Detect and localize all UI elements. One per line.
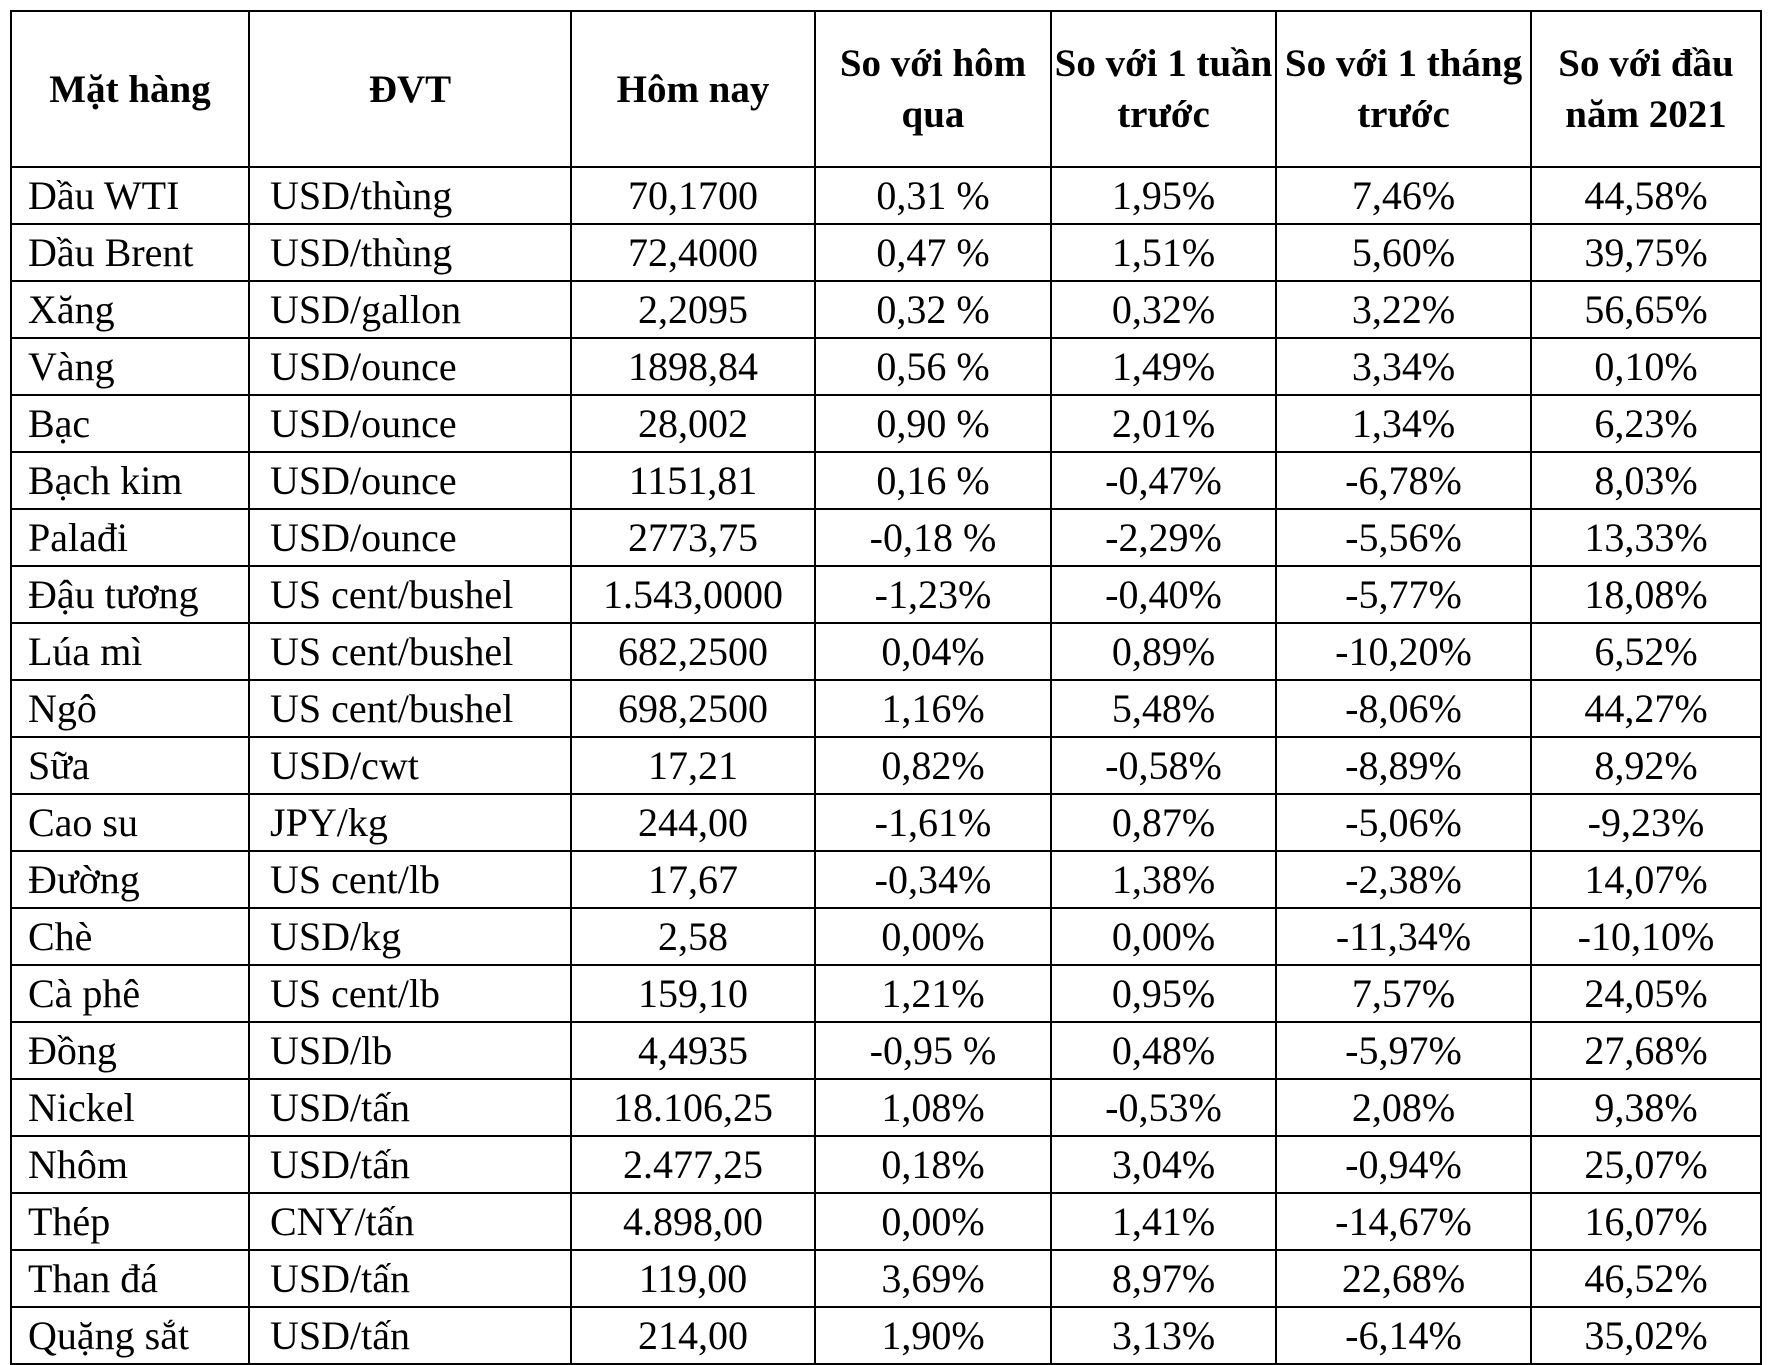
cell-vs-last-month: -5,77% — [1276, 566, 1531, 623]
cell-vs-year-start: 35,02% — [1531, 1307, 1761, 1364]
cell-today: 214,00 — [571, 1307, 815, 1364]
cell-vs-last-week: 0,32% — [1051, 281, 1276, 338]
cell-today: 17,21 — [571, 737, 815, 794]
cell-vs-last-month: -11,34% — [1276, 908, 1531, 965]
cell-commodity: Vàng — [11, 338, 249, 395]
cell-vs-year-start: 44,27% — [1531, 680, 1761, 737]
cell-today: 1151,81 — [571, 452, 815, 509]
cell-vs-yesterday: 0,56 % — [815, 338, 1051, 395]
cell-unit: JPY/kg — [249, 794, 571, 851]
table-row — [11, 566, 1761, 623]
cell-unit: CNY/tấn — [249, 1193, 571, 1250]
cell-unit: USD/ounce — [249, 509, 571, 566]
cell-commodity: Bạch kim — [11, 452, 249, 509]
table-header — [11, 11, 1761, 167]
table-row — [11, 908, 1761, 965]
cell-vs-last-week: 3,13% — [1051, 1307, 1276, 1364]
cell-today: 244,00 — [571, 794, 815, 851]
cell-unit: US cent/bushel — [249, 680, 571, 737]
cell-vs-year-start: 9,38% — [1531, 1079, 1761, 1136]
cell-vs-last-month: 1,34% — [1276, 395, 1531, 452]
cell-vs-last-month: -14,67% — [1276, 1193, 1531, 1250]
cell-unit: USD/ounce — [249, 338, 571, 395]
cell-vs-last-week: 1,95% — [1051, 167, 1276, 224]
table-row — [11, 452, 1761, 509]
cell-today: 119,00 — [571, 1250, 815, 1307]
cell-vs-last-week: 0,95% — [1051, 965, 1276, 1022]
cell-today: 1.543,0000 — [571, 566, 815, 623]
cell-vs-last-month: 3,22% — [1276, 281, 1531, 338]
table-row — [11, 167, 1761, 224]
cell-today: 70,1700 — [571, 167, 815, 224]
table-row — [11, 965, 1761, 1022]
cell-today: 18.106,25 — [571, 1079, 815, 1136]
cell-commodity: Sữa — [11, 737, 249, 794]
table-row — [11, 1136, 1761, 1193]
cell-vs-last-week: 2,01% — [1051, 395, 1276, 452]
cell-commodity: Xăng — [11, 281, 249, 338]
cell-vs-yesterday: 0,32 % — [815, 281, 1051, 338]
cell-commodity: Dầu Brent — [11, 224, 249, 281]
cell-vs-last-week: 0,89% — [1051, 623, 1276, 680]
header-commodity: Mặt hàng — [11, 11, 249, 167]
cell-commodity: Bạc — [11, 395, 249, 452]
cell-vs-year-start: 56,65% — [1531, 281, 1761, 338]
cell-today: 2,2095 — [571, 281, 815, 338]
cell-vs-yesterday: 1,90% — [815, 1307, 1051, 1364]
cell-vs-yesterday: 0,00% — [815, 1193, 1051, 1250]
header-unit: ĐVT — [249, 11, 571, 167]
cell-vs-last-week: 1,38% — [1051, 851, 1276, 908]
cell-vs-year-start: 13,33% — [1531, 509, 1761, 566]
cell-unit: US cent/bushel — [249, 566, 571, 623]
cell-vs-last-month: 7,46% — [1276, 167, 1531, 224]
cell-commodity: Quặng sắt — [11, 1307, 249, 1364]
cell-vs-last-month: -5,97% — [1276, 1022, 1531, 1079]
cell-vs-yesterday: 0,90 % — [815, 395, 1051, 452]
table-row — [11, 680, 1761, 737]
cell-vs-year-start: -10,10% — [1531, 908, 1761, 965]
cell-vs-last-month: 2,08% — [1276, 1079, 1531, 1136]
commodity-price-table — [10, 10, 1762, 1365]
cell-vs-year-start: 0,10% — [1531, 338, 1761, 395]
cell-unit: USD/thùng — [249, 167, 571, 224]
header-vs-last-month: So với 1 tháng trước — [1276, 11, 1531, 167]
cell-unit: USD/tấn — [249, 1250, 571, 1307]
cell-vs-yesterday: 1,21% — [815, 965, 1051, 1022]
cell-vs-yesterday: 0,04% — [815, 623, 1051, 680]
table-row — [11, 737, 1761, 794]
cell-vs-yesterday: -1,23% — [815, 566, 1051, 623]
cell-vs-last-month: -6,78% — [1276, 452, 1531, 509]
cell-vs-yesterday: -0,34% — [815, 851, 1051, 908]
cell-unit: US cent/bushel — [249, 623, 571, 680]
table-row — [11, 281, 1761, 338]
cell-commodity: Đồng — [11, 1022, 249, 1079]
cell-today: 698,2500 — [571, 680, 815, 737]
cell-commodity: Nickel — [11, 1079, 249, 1136]
cell-vs-year-start: -9,23% — [1531, 794, 1761, 851]
cell-today: 4,4935 — [571, 1022, 815, 1079]
table-row — [11, 851, 1761, 908]
cell-vs-year-start: 27,68% — [1531, 1022, 1761, 1079]
cell-vs-year-start: 44,58% — [1531, 167, 1761, 224]
cell-vs-last-week: 0,48% — [1051, 1022, 1276, 1079]
cell-vs-year-start: 46,52% — [1531, 1250, 1761, 1307]
header-today: Hôm nay — [571, 11, 815, 167]
cell-vs-last-week: 8,97% — [1051, 1250, 1276, 1307]
table-row — [11, 1022, 1761, 1079]
cell-commodity: Cao su — [11, 794, 249, 851]
cell-unit: USD/tấn — [249, 1079, 571, 1136]
table-row — [11, 1307, 1761, 1364]
cell-vs-last-week: 5,48% — [1051, 680, 1276, 737]
cell-vs-last-week: 3,04% — [1051, 1136, 1276, 1193]
header-vs-last-week: So với 1 tuần trước — [1051, 11, 1276, 167]
cell-vs-yesterday: 0,47 % — [815, 224, 1051, 281]
cell-commodity: Đậu tương — [11, 566, 249, 623]
cell-vs-last-week: 0,00% — [1051, 908, 1276, 965]
cell-today: 159,10 — [571, 965, 815, 1022]
cell-vs-last-month: 7,57% — [1276, 965, 1531, 1022]
cell-vs-year-start: 16,07% — [1531, 1193, 1761, 1250]
cell-vs-last-month: -6,14% — [1276, 1307, 1531, 1364]
cell-today: 682,2500 — [571, 623, 815, 680]
cell-unit: USD/ounce — [249, 395, 571, 452]
cell-vs-last-week: 0,87% — [1051, 794, 1276, 851]
table-row — [11, 395, 1761, 452]
table-row — [11, 338, 1761, 395]
cell-vs-yesterday: -0,18 % — [815, 509, 1051, 566]
cell-vs-last-month: -5,06% — [1276, 794, 1531, 851]
cell-vs-last-month: 22,68% — [1276, 1250, 1531, 1307]
cell-commodity: Thép — [11, 1193, 249, 1250]
cell-today: 2.477,25 — [571, 1136, 815, 1193]
cell-unit: USD/tấn — [249, 1136, 571, 1193]
cell-unit: US cent/lb — [249, 965, 571, 1022]
table-row — [11, 224, 1761, 281]
cell-vs-yesterday: 0,82% — [815, 737, 1051, 794]
cell-commodity: Than đá — [11, 1250, 249, 1307]
cell-today: 17,67 — [571, 851, 815, 908]
cell-unit: USD/lb — [249, 1022, 571, 1079]
cell-vs-year-start: 39,75% — [1531, 224, 1761, 281]
header-vs-yesterday: So với hôm qua — [815, 11, 1051, 167]
cell-vs-year-start: 6,23% — [1531, 395, 1761, 452]
cell-commodity: Lúa mì — [11, 623, 249, 680]
cell-vs-year-start: 25,07% — [1531, 1136, 1761, 1193]
table-body — [11, 167, 1761, 1364]
cell-today: 28,002 — [571, 395, 815, 452]
cell-commodity: Dầu WTI — [11, 167, 249, 224]
cell-unit: USD/cwt — [249, 737, 571, 794]
cell-unit: USD/tấn — [249, 1307, 571, 1364]
cell-vs-last-month: 5,60% — [1276, 224, 1531, 281]
cell-vs-last-week: 1,49% — [1051, 338, 1276, 395]
cell-today: 2773,75 — [571, 509, 815, 566]
cell-commodity: Đường — [11, 851, 249, 908]
cell-vs-last-week: -2,29% — [1051, 509, 1276, 566]
cell-vs-last-month: 3,34% — [1276, 338, 1531, 395]
table-row — [11, 1193, 1761, 1250]
cell-today: 72,4000 — [571, 224, 815, 281]
cell-vs-yesterday: -0,95 % — [815, 1022, 1051, 1079]
cell-vs-last-month: -0,94% — [1276, 1136, 1531, 1193]
cell-unit: USD/kg — [249, 908, 571, 965]
cell-commodity: Nhôm — [11, 1136, 249, 1193]
cell-vs-yesterday: 0,16 % — [815, 452, 1051, 509]
cell-unit: US cent/lb — [249, 851, 571, 908]
cell-today: 4.898,00 — [571, 1193, 815, 1250]
cell-vs-last-week: -0,40% — [1051, 566, 1276, 623]
cell-vs-year-start: 24,05% — [1531, 965, 1761, 1022]
table-row — [11, 794, 1761, 851]
cell-vs-last-month: -5,56% — [1276, 509, 1531, 566]
cell-commodity: Chè — [11, 908, 249, 965]
cell-unit: USD/thùng — [249, 224, 571, 281]
table-row — [11, 1250, 1761, 1307]
cell-vs-last-week: 1,51% — [1051, 224, 1276, 281]
cell-vs-yesterday: 0,00% — [815, 908, 1051, 965]
cell-vs-last-month: -10,20% — [1276, 623, 1531, 680]
cell-vs-yesterday: 0,18% — [815, 1136, 1051, 1193]
table-row — [11, 623, 1761, 680]
cell-vs-year-start: 8,92% — [1531, 737, 1761, 794]
cell-vs-last-week: 1,41% — [1051, 1193, 1276, 1250]
cell-today: 2,58 — [571, 908, 815, 965]
cell-vs-year-start: 14,07% — [1531, 851, 1761, 908]
cell-vs-last-week: -0,58% — [1051, 737, 1276, 794]
cell-vs-yesterday: 3,69% — [815, 1250, 1051, 1307]
cell-vs-year-start: 18,08% — [1531, 566, 1761, 623]
cell-vs-last-month: -8,06% — [1276, 680, 1531, 737]
cell-commodity: Palađi — [11, 509, 249, 566]
header-vs-year-start: So với đầu năm 2021 — [1531, 11, 1761, 167]
cell-vs-yesterday: 0,31 % — [815, 167, 1051, 224]
cell-vs-last-week: -0,47% — [1051, 452, 1276, 509]
header-row — [11, 11, 1761, 167]
cell-vs-last-month: -8,89% — [1276, 737, 1531, 794]
cell-vs-yesterday: 1,08% — [815, 1079, 1051, 1136]
table-row — [11, 1079, 1761, 1136]
cell-commodity: Ngô — [11, 680, 249, 737]
table-row — [11, 509, 1761, 566]
cell-unit: USD/ounce — [249, 452, 571, 509]
cell-vs-last-week: -0,53% — [1051, 1079, 1276, 1136]
cell-vs-yesterday: 1,16% — [815, 680, 1051, 737]
cell-vs-last-month: -2,38% — [1276, 851, 1531, 908]
cell-today: 1898,84 — [571, 338, 815, 395]
cell-unit: USD/gallon — [249, 281, 571, 338]
cell-vs-year-start: 6,52% — [1531, 623, 1761, 680]
cell-vs-yesterday: -1,61% — [815, 794, 1051, 851]
cell-commodity: Cà phê — [11, 965, 249, 1022]
cell-vs-year-start: 8,03% — [1531, 452, 1761, 509]
